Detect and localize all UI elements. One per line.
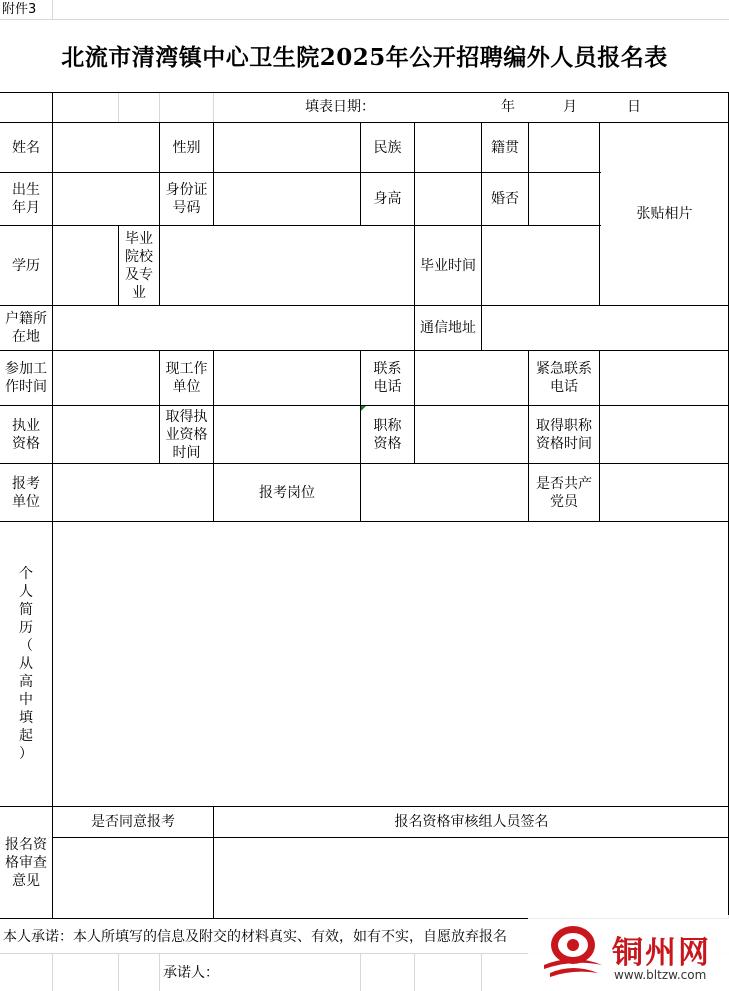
gender-input[interactable]: [214, 123, 360, 172]
label-marital: 婚否: [491, 191, 519, 207]
label-address: 通信地址: [420, 320, 476, 336]
site-logo-icon: [540, 923, 606, 987]
school-major-input[interactable]: [160, 226, 414, 305]
label-resume: 个 人 简 历 （ 从 高 中 填 起 ）: [19, 566, 33, 762]
label-apply-unit: 报考 单位: [12, 475, 40, 510]
party-member-input[interactable]: [600, 464, 729, 521]
label-title-qual: 职称 资格: [373, 417, 402, 452]
label-title-time: 取得职称 资格时间: [536, 417, 592, 452]
birth-input[interactable]: [53, 173, 159, 225]
gridline: [159, 92, 160, 122]
label-agree-apply: 是否同意报考: [91, 814, 175, 830]
gridline: [52, 953, 53, 991]
license-time-input[interactable]: [214, 406, 360, 463]
label-birth: 出生 年月: [12, 182, 40, 216]
gridline: [0, 19, 729, 20]
height-input[interactable]: [415, 173, 481, 225]
marital-input[interactable]: [529, 173, 599, 225]
promise-text: 本人承诺：本人所填写的信息及附交的材料真实、有效，如有不实，自愿放弃报名: [3, 929, 507, 945]
ethnicity-input[interactable]: [415, 123, 481, 172]
annex-label: 附件3: [2, 1, 37, 17]
native-place-input[interactable]: [529, 123, 599, 172]
label-phone: 联系 电话: [373, 361, 402, 395]
label-work-start: 参加工 作时间: [5, 361, 47, 395]
label-gender: 性别: [172, 139, 201, 156]
id-number-input[interactable]: [214, 173, 360, 225]
hukou-input[interactable]: [53, 306, 414, 350]
label-emergency-phone: 紧急联系 电话: [536, 361, 592, 395]
signer-label: 承诺人：: [163, 965, 219, 981]
gridline: [213, 92, 214, 122]
agree-apply-input[interactable]: [53, 838, 213, 918]
gridline: [414, 953, 415, 991]
label-height: 身高: [373, 191, 402, 207]
gridline: [118, 953, 119, 991]
title-qual-input[interactable]: [415, 406, 528, 463]
gridline: [118, 92, 119, 122]
review-sign-input[interactable]: [214, 838, 729, 918]
date-day: 日: [627, 99, 641, 115]
watermark: [528, 915, 729, 991]
label-license-time: 取得执 业资格 时间: [165, 408, 208, 461]
license-input[interactable]: [53, 406, 159, 463]
resume-input[interactable]: [53, 522, 729, 806]
name-input[interactable]: [53, 123, 159, 172]
gridline: [159, 953, 160, 991]
label-current-unit: 现工作 单位: [165, 361, 208, 395]
photo-box[interactable]: 张贴相片: [636, 206, 693, 222]
label-ethnicity: 民族: [373, 139, 402, 156]
label-hukou: 户籍所 在地: [5, 311, 47, 345]
label-party-member: 是否共产 党员: [536, 475, 592, 510]
label-school-major: 毕业 院校 及专 业: [125, 230, 153, 301]
gridline: [360, 953, 361, 991]
address-input[interactable]: [482, 306, 729, 350]
phone-input[interactable]: [415, 351, 528, 405]
label-review-sign: 报名资格审核组人员签名: [394, 814, 549, 830]
label-license: 执业 资格: [12, 417, 40, 452]
emergency-phone-input[interactable]: [600, 351, 729, 405]
label-id-number: 身份证 号码: [165, 182, 208, 216]
fill-date-label: 填表日期：: [305, 99, 375, 115]
date-month: 月: [563, 99, 577, 115]
label-apply-post: 报考岗位: [259, 484, 315, 501]
gridline: [481, 953, 482, 991]
site-url: www.bltzw.com: [614, 968, 707, 982]
label-education: 学历: [12, 257, 40, 274]
signer-input[interactable]: [230, 955, 360, 989]
label-name: 姓名: [12, 139, 40, 156]
education-input[interactable]: [53, 226, 118, 305]
current-unit-input[interactable]: [214, 351, 360, 405]
date-year: 年: [501, 99, 515, 115]
grad-time-input[interactable]: [482, 226, 599, 305]
apply-post-input[interactable]: [361, 464, 528, 521]
form-title: 北流市清湾镇中心卫生院2025年公开招聘编外人员报名表: [61, 44, 668, 71]
work-start-input[interactable]: [53, 351, 159, 405]
title-time-input[interactable]: [600, 406, 729, 463]
site-name: 铜州网: [612, 935, 711, 971]
apply-unit-input[interactable]: [53, 464, 213, 521]
label-review-opinion: 报名资 格审查 意见: [5, 836, 47, 889]
label-grad-time: 毕业时间: [420, 257, 476, 274]
label-native-place: 籍贯: [491, 139, 519, 156]
